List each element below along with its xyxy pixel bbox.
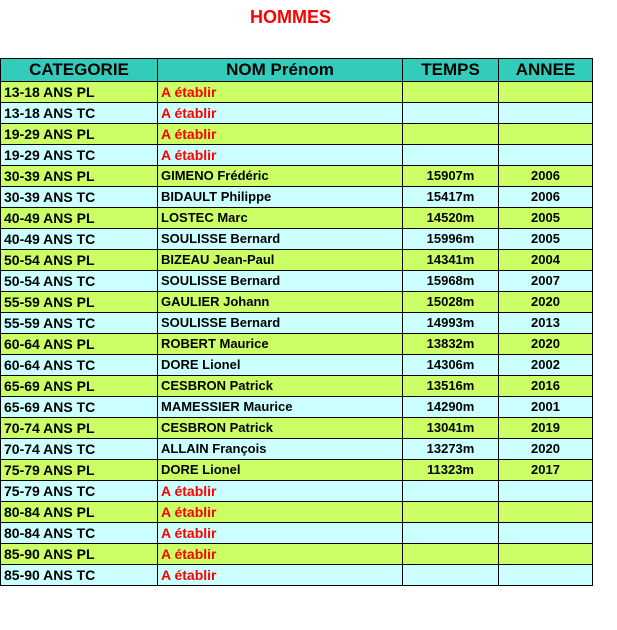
header-category: CATEGORIE: [1, 59, 158, 82]
year-cell: 2020: [499, 334, 593, 355]
name-cell: A établir: [158, 103, 403, 124]
table-row: [1, 355, 593, 376]
year-cell: 2016: [499, 376, 593, 397]
time-cell: [403, 544, 499, 565]
time-cell: [403, 82, 499, 103]
table-row: [1, 145, 593, 166]
category-cell: 13-18 ANS PL: [1, 82, 158, 103]
table-row: [1, 208, 593, 229]
time-cell: 11323m: [403, 460, 499, 481]
header-time: TEMPS: [403, 59, 499, 82]
name-cell: SOULISSE Bernard: [158, 313, 403, 334]
year-cell: 2006: [499, 187, 593, 208]
year-cell: [499, 565, 593, 586]
category-cell: 60-64 ANS TC: [1, 355, 158, 376]
table-row: [1, 502, 593, 523]
header-year: ANNEE: [499, 59, 593, 82]
category-cell: 85-90 ANS TC: [1, 565, 158, 586]
category-cell: 65-69 ANS TC: [1, 397, 158, 418]
year-cell: [499, 124, 593, 145]
year-cell: 2013: [499, 313, 593, 334]
table-row: [1, 565, 593, 586]
category-cell: 55-59 ANS PL: [1, 292, 158, 313]
table-row: [1, 292, 593, 313]
name-cell: MAMESSIER Maurice: [158, 397, 403, 418]
time-cell: [403, 502, 499, 523]
time-cell: 15907m: [403, 166, 499, 187]
table-row: [1, 523, 593, 544]
name-cell: A établir: [158, 124, 403, 145]
year-cell: [499, 544, 593, 565]
category-cell: 55-59 ANS TC: [1, 313, 158, 334]
year-cell: 2006: [499, 166, 593, 187]
year-cell: 2001: [499, 397, 593, 418]
time-cell: 14290m: [403, 397, 499, 418]
time-cell: [403, 103, 499, 124]
time-cell: 15996m: [403, 229, 499, 250]
time-cell: 14520m: [403, 208, 499, 229]
category-cell: 65-69 ANS PL: [1, 376, 158, 397]
table-row: [1, 103, 593, 124]
year-cell: 2019: [499, 418, 593, 439]
name-cell: CESBRON Patrick: [158, 376, 403, 397]
year-cell: 2004: [499, 250, 593, 271]
category-cell: 70-74 ANS PL: [1, 418, 158, 439]
time-cell: [403, 145, 499, 166]
header-row: [1, 59, 593, 82]
name-cell: A établir: [158, 82, 403, 103]
year-cell: [499, 481, 593, 502]
table-row: [1, 481, 593, 502]
name-cell: ROBERT Maurice: [158, 334, 403, 355]
year-cell: 2002: [499, 355, 593, 376]
time-cell: 15028m: [403, 292, 499, 313]
year-cell: 2020: [499, 439, 593, 460]
time-cell: 15968m: [403, 271, 499, 292]
table-row: [1, 376, 593, 397]
records-table: [0, 58, 593, 586]
time-cell: [403, 481, 499, 502]
category-cell: 70-74 ANS TC: [1, 439, 158, 460]
year-cell: [499, 82, 593, 103]
year-cell: [499, 523, 593, 544]
table-row: [1, 229, 593, 250]
name-cell: A établir: [158, 565, 403, 586]
table-row: [1, 544, 593, 565]
category-cell: 75-79 ANS PL: [1, 460, 158, 481]
year-cell: 2005: [499, 208, 593, 229]
table-row: [1, 418, 593, 439]
table-row: [1, 187, 593, 208]
table-row: [1, 334, 593, 355]
year-cell: 2020: [499, 292, 593, 313]
table-row: [1, 313, 593, 334]
time-cell: [403, 124, 499, 145]
time-cell: 14341m: [403, 250, 499, 271]
category-cell: 80-84 ANS TC: [1, 523, 158, 544]
name-cell: SOULISSE Bernard: [158, 271, 403, 292]
page-title: HOMMES: [250, 7, 331, 27]
name-cell: A établir: [158, 481, 403, 502]
name-cell: GAULIER Johann: [158, 292, 403, 313]
name-cell: A établir: [158, 523, 403, 544]
time-cell: 14306m: [403, 355, 499, 376]
table-row: [1, 166, 593, 187]
name-cell: A établir: [158, 544, 403, 565]
time-cell: [403, 523, 499, 544]
name-cell: SOULISSE Bernard: [158, 229, 403, 250]
name-cell: A établir: [158, 502, 403, 523]
table-row: [1, 397, 593, 418]
category-cell: 85-90 ANS PL: [1, 544, 158, 565]
time-cell: 14993m: [403, 313, 499, 334]
category-cell: 13-18 ANS TC: [1, 103, 158, 124]
year-cell: [499, 145, 593, 166]
time-cell: [403, 565, 499, 586]
table-row: [1, 271, 593, 292]
year-cell: [499, 502, 593, 523]
time-cell: 13041m: [403, 418, 499, 439]
name-cell: BIZEAU Jean-Paul: [158, 250, 403, 271]
category-cell: 19-29 ANS TC: [1, 145, 158, 166]
category-cell: 75-79 ANS TC: [1, 481, 158, 502]
table-row: [1, 82, 593, 103]
year-cell: [499, 103, 593, 124]
time-cell: 13273m: [403, 439, 499, 460]
name-cell: CESBRON Patrick: [158, 418, 403, 439]
time-cell: 13516m: [403, 376, 499, 397]
category-cell: 60-64 ANS PL: [1, 334, 158, 355]
time-cell: 15417m: [403, 187, 499, 208]
category-cell: 40-49 ANS PL: [1, 208, 158, 229]
category-cell: 40-49 ANS TC: [1, 229, 158, 250]
year-cell: 2007: [499, 271, 593, 292]
name-cell: DORE Lionel: [158, 355, 403, 376]
table-row: [1, 460, 593, 481]
name-cell: LOSTEC Marc: [158, 208, 403, 229]
name-cell: DORE Lionel: [158, 460, 403, 481]
year-cell: 2005: [499, 229, 593, 250]
category-cell: 50-54 ANS TC: [1, 271, 158, 292]
header-name: NOM Prénom: [158, 59, 403, 82]
name-cell: A établir: [158, 145, 403, 166]
year-cell: 2017: [499, 460, 593, 481]
name-cell: GIMENO Frédéric: [158, 166, 403, 187]
category-cell: 30-39 ANS TC: [1, 187, 158, 208]
time-cell: 13832m: [403, 334, 499, 355]
category-cell: 19-29 ANS PL: [1, 124, 158, 145]
category-cell: 50-54 ANS PL: [1, 250, 158, 271]
table-row: [1, 439, 593, 460]
name-cell: ALLAIN François: [158, 439, 403, 460]
table-row: [1, 250, 593, 271]
table-row: [1, 124, 593, 145]
category-cell: 30-39 ANS PL: [1, 166, 158, 187]
category-cell: 80-84 ANS PL: [1, 502, 158, 523]
name-cell: BIDAULT Philippe: [158, 187, 403, 208]
